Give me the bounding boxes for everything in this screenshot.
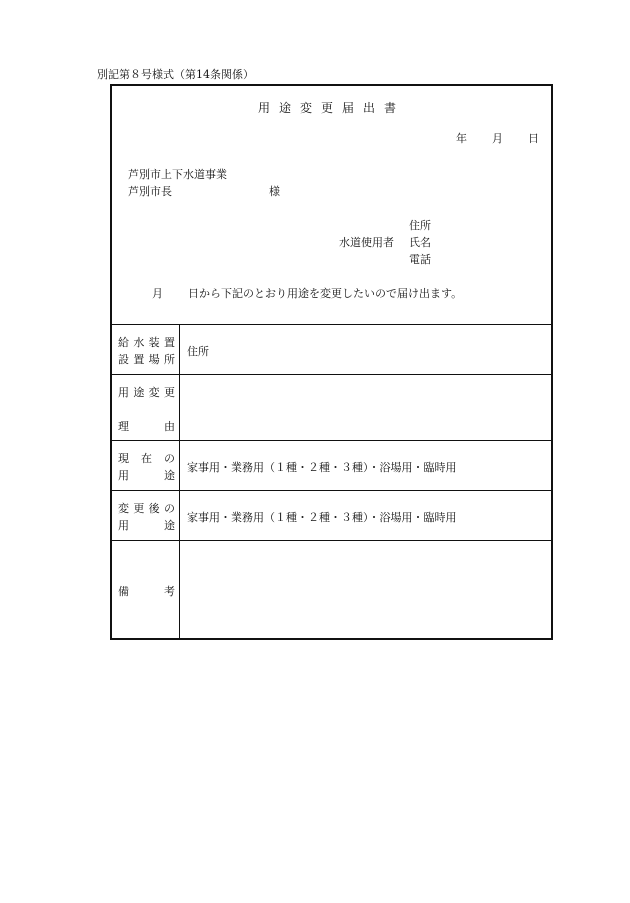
form-label: 別記第８号様式（第14条関係）: [97, 68, 254, 81]
row-label-remarks: [112, 541, 180, 639]
applicant-name-label: 氏名: [409, 236, 431, 249]
label-line-1: 用 途 変 更: [118, 386, 175, 399]
label-line-1: 備 考: [118, 585, 175, 598]
current-use-options[interactable]: 家事用・業務用（１種・２種・３種）・浴場用・臨時用: [187, 461, 457, 474]
row-remarks: [112, 540, 551, 639]
statement-month: 月: [152, 287, 163, 300]
label-line-1: 変 更 後 の: [118, 502, 175, 515]
row-installation-location: [112, 324, 551, 375]
addressee-honorific: 様: [269, 185, 280, 198]
new-use-options[interactable]: 家事用・業務用（１種・２種・３種）・浴場用・臨時用: [187, 511, 457, 524]
form-box: [110, 84, 553, 640]
row-current-use: [112, 440, 551, 491]
document-title: 用途変更届出書: [257, 101, 405, 115]
addressee-line1: 芦別市上下水道事業: [128, 168, 227, 181]
statement-text: 日から下記のとおり用途を変更したいので届け出ます。: [188, 287, 463, 300]
row-label-current-use: [112, 441, 180, 491]
label-line-2: 理 由: [118, 420, 175, 433]
row-label-change-reason: [112, 375, 180, 441]
form-header: [112, 86, 551, 324]
date-month-label: 月: [492, 132, 503, 145]
label-line-2: 用 途: [118, 519, 175, 532]
label-line-2: 用 途: [118, 469, 175, 482]
applicant-phone-label: 電話: [409, 253, 431, 266]
row-label-new-use: [112, 491, 180, 541]
label-line-1: 現 在 の: [118, 452, 175, 465]
date-year-label: 年: [456, 132, 467, 145]
label-line-2: 設 置 場 所: [118, 353, 175, 366]
row-change-reason: [112, 374, 551, 441]
applicant-address-label: 住所: [409, 219, 431, 232]
installation-location-value[interactable]: 住所: [187, 345, 209, 358]
addressee-line2: 芦別市長: [128, 185, 172, 198]
label-line-1: 給 水 装 置: [118, 336, 175, 349]
row-label-installation-location: [112, 325, 180, 375]
date-day-label: 日: [528, 132, 539, 145]
row-new-use: [112, 490, 551, 541]
applicant-role: 水道使用者: [339, 236, 394, 249]
